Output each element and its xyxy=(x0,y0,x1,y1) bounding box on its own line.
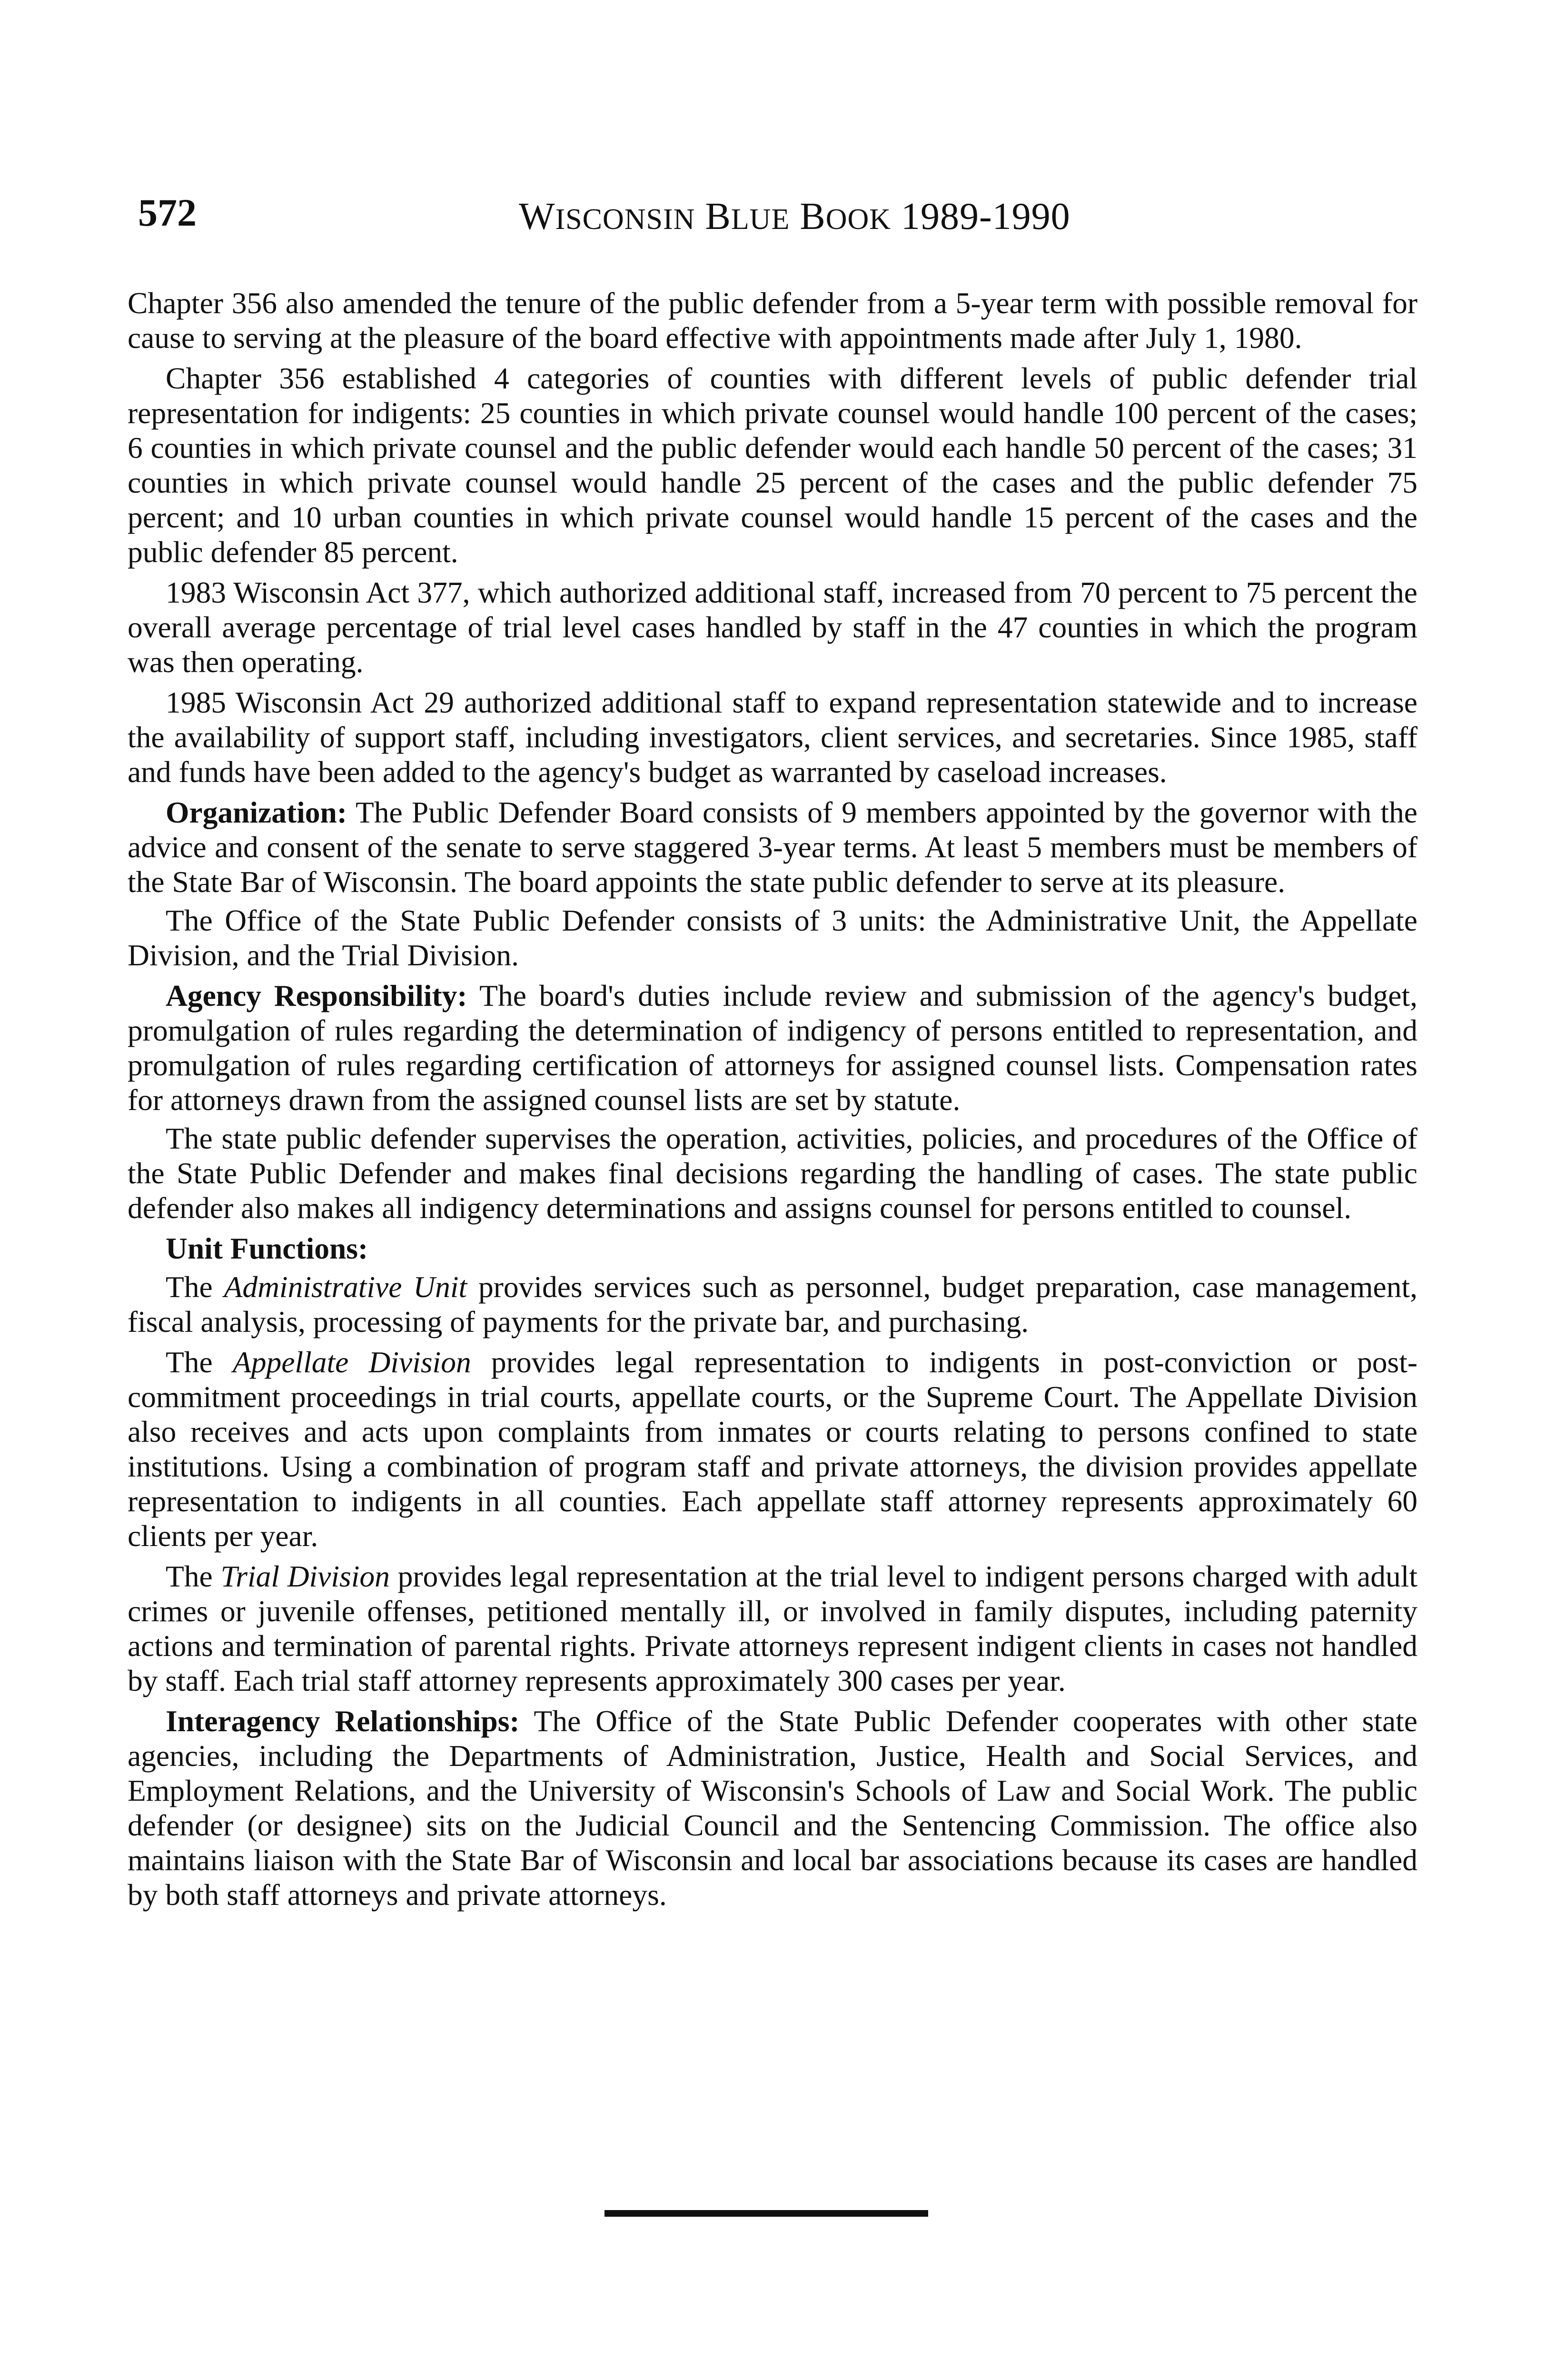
paragraph-act-377: 1983 Wisconsin Act 377, which authorized additional staff, increased from 70 percent to 75 percent the overall average percentage of trial level cases handled by staff in the 47 counties in which the program was then operating. xyxy=(128,575,1417,679)
trial-prefix: The xyxy=(166,1559,221,1593)
unit-functions-heading xyxy=(128,1231,1417,1266)
trial-text: provides legal representation at the trial level to indigent persons charged with adult crimes or juvenile offenses, petitioned mentally ill, or involved in family disputes, including paternity actions and termination of parental rights. Private attorneys represent indigent clients in cases not handled by staff. Each trial staff attorney represents approximately 300 cases per year. xyxy=(128,1559,1417,1697)
interagency-heading: Interagency Relationships: xyxy=(166,1704,520,1738)
title-smallcaps: ISCONSIN xyxy=(555,203,695,236)
admin-text: provides services such as personnel, budget preparation, case management, fiscal analysis, processing of payments for the private bar, and purchasing. xyxy=(128,1270,1417,1339)
paragraph-tenure: Chapter 356 also amended the tenure of the public defender from a 5-year term with possible removal for cause to serving at the pleasure of the board effective with appointments made after July 1, 1980. xyxy=(128,286,1417,355)
paragraph-supervision: The state public defender supervises the operation, activities, policies, and procedures of the Office of the State Public Defender and makes final decisions regarding the handling of cases. The state public defender also makes all indigency determinations and assigns counsel for persons entitled to counsel. xyxy=(128,1121,1417,1225)
trial-division-name: Trial Division xyxy=(220,1559,390,1593)
organization-heading: Organization: xyxy=(166,795,347,829)
title-initial: W xyxy=(519,196,555,238)
page-number: 572 xyxy=(138,191,197,234)
admin-prefix: The xyxy=(166,1270,224,1304)
section-end-rule xyxy=(605,2210,928,2217)
paragraph-categories: Chapter 356 established 4 categories of counties with different levels of public defender trial representation for indigents: 25 counties in which private counsel would handle 100 percent of the cases; 6 counties in which private counsel and the public defender would each handle 50 percent of the cases; 31 counties in which private counsel would handle 25 percent of the cases and the public defender 75 percent; and 10 urban counties in which private counsel would handle 15 percent of the cases and the public defender 85 percent. xyxy=(128,361,1417,569)
title-year: 1989-1990 xyxy=(901,196,1070,238)
paragraph-administrative-unit xyxy=(128,1269,1417,1339)
running-title xyxy=(519,195,1070,238)
responsibility-heading: Agency Responsibility: xyxy=(166,979,467,1012)
title-initial: B xyxy=(705,196,731,238)
unit-functions-label: Unit Functions: xyxy=(166,1231,368,1265)
responsibility-text: The board's duties include review and submission of the agency's budget, promulgation of rules regarding the determination of indigency of persons entitled to representation, and promulgation of rules regarding certification of attorneys for assigned counsel lists. Compensation rates for attorneys drawn from the assigned counsel lists are set by statute. xyxy=(128,979,1417,1117)
body-text xyxy=(128,286,1417,1916)
appellate-prefix: The xyxy=(166,1345,233,1379)
paragraph-appellate-division xyxy=(128,1345,1417,1553)
interagency-text: The Office of the State Public Defender cooperates with other state agencies, including the Departments of Administration, Justice, Health and Social Services, and Employment Relations, and the University of Wisconsin's Schools of Law and Social Work. The public defender (or designee) sits on the Judicial Council and the Sentencing Commission. The office also maintains liaison with the State Bar of Wisconsin and local bar associations because its cases are handled by both staff attorneys and private attorneys. xyxy=(128,1704,1417,1912)
paragraph-agency-responsibility xyxy=(128,978,1417,1117)
appellate-text: provides legal representation to indigents in post-conviction or post-commitment proceedings in trial courts, appellate courts, or the Supreme Court. The Appellate Division also receives and acts upon complaints from inmates or courts relating to persons confined to state institutions. Using a combination of program staff and private attorneys, the division provides appellate representation to indigents in all counties. Each appellate staff attorney represents approximately 60 clients per year. xyxy=(128,1345,1418,1553)
title-smallcaps: OOK xyxy=(825,203,892,236)
administrative-unit-name: Administrative Unit xyxy=(224,1270,467,1304)
paragraph-interagency xyxy=(128,1704,1417,1912)
title-smallcaps: LUE xyxy=(731,203,790,236)
page-header xyxy=(138,190,1409,252)
paragraph-organization xyxy=(128,795,1417,899)
paragraph-trial-division xyxy=(128,1559,1417,1698)
paragraph-units: The Office of the State Public Defender consists of 3 units: the Administrative Unit, the Appellate Division, and the Trial Division. xyxy=(128,903,1417,972)
title-initial: B xyxy=(800,196,826,238)
appellate-division-name: Appellate Division xyxy=(232,1345,471,1379)
organization-text: The Public Defender Board consists of 9 members appointed by the governor with the advice and consent of the senate to serve staggered 3-year terms. At least 5 members must be members of the State Bar of Wisconsin. The board appoints the state public defender to serve at its pleasure. xyxy=(128,795,1417,899)
paragraph-act-29: 1985 Wisconsin Act 29 authorized additional staff to expand representation statewide and to increase the availability of support staff, including investigators, client services, and secretaries. Since 1985, staff and funds have been added to the agency's budget as warranted by caseload increases. xyxy=(128,685,1417,789)
